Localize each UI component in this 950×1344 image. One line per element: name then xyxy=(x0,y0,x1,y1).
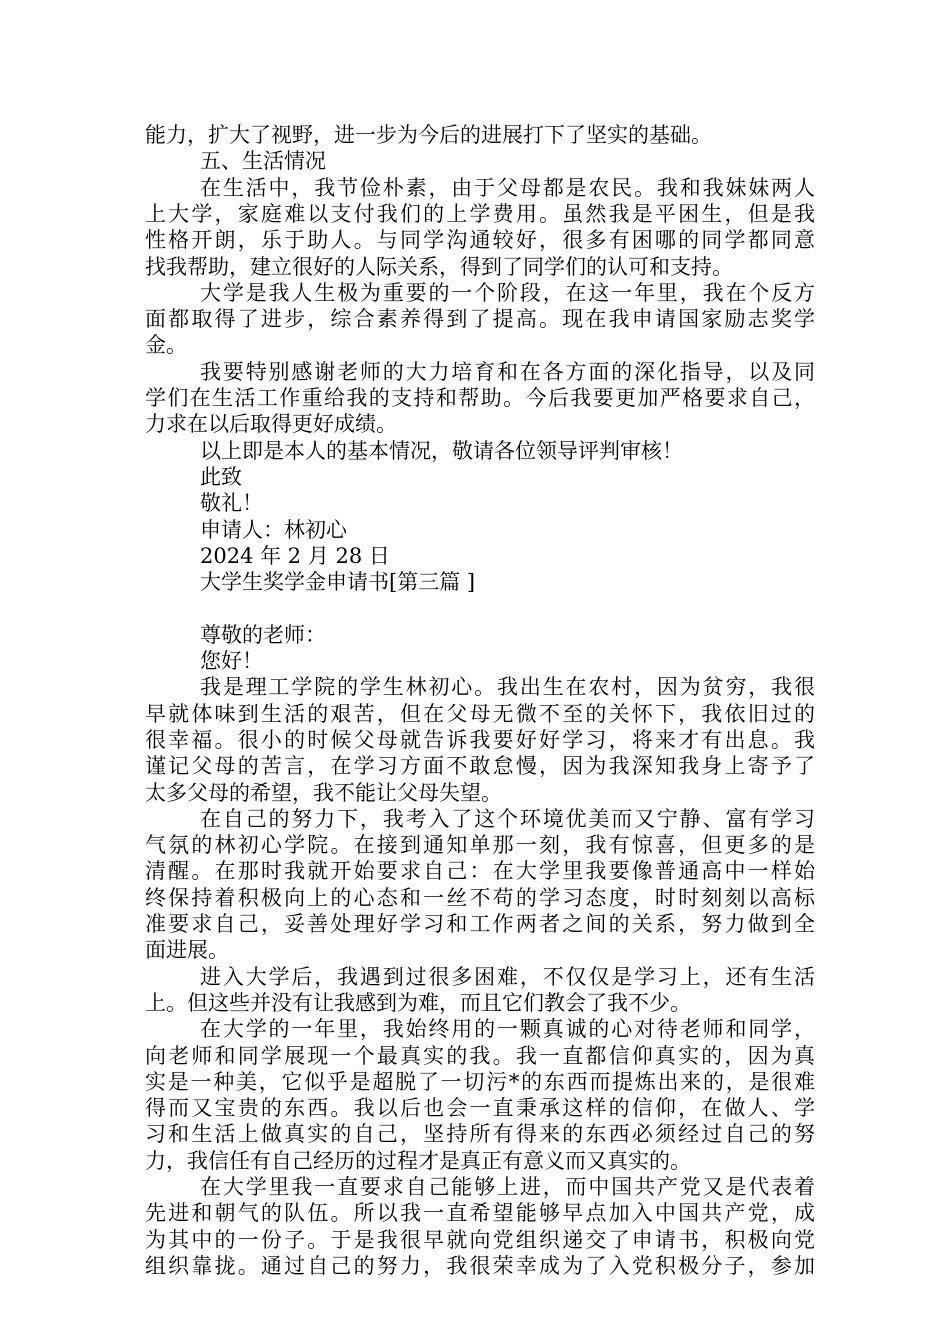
text-line: 终保持着积极向上的心态和一丝不苟的学习态度，时时刻刻以高标 xyxy=(145,885,815,910)
text-line: 早就体味到生活的艰苦，但在父母无微不至的关怀下，我依旧过的 xyxy=(145,701,815,726)
text-line: 大学生奖学金申请书[第三篇 ] xyxy=(200,570,476,595)
text-line: 面都取得了进步，综合素养得到了提高。现在我申请国家励志奖学 xyxy=(145,307,815,332)
text-line: 谨记父母的苦言，在学习方面不敢怠慢，因为我深知我身上寄予了 xyxy=(145,754,815,779)
text-line: 此致 xyxy=(200,464,242,489)
text-line: 向老师和同学展现一个最真实的我。我一直都信仰真实的，因为真 xyxy=(145,1043,815,1068)
text-line: 进入大学后，我遇到过很多困难，不仅仅是学习上，还有生活 xyxy=(200,964,815,989)
text-line: 以上即是本人的基本情况，敬请各位领导评判审核！ xyxy=(200,438,683,463)
text-line: 我要特别感谢老师的大力培育和在各方面的深化指导，以及同 xyxy=(200,359,815,384)
text-line: 气氛的林初心学院。在接到通知单那一刻，我有惊喜，但更多的是 xyxy=(145,833,815,858)
text-line: 力，我信任有自己经历的过程才是真正有意义而又真实的。 xyxy=(145,1148,691,1173)
text-line: 上。但这些并没有让我感到为难，而且它们教会了我不少。 xyxy=(145,990,691,1015)
text-line: 能力，扩大了视野，进一步为今后的进展打下了坚实的基础。 xyxy=(145,123,712,147)
text-line: 在生活中，我节俭朴素，由于父母都是农民。我和我妹妹两人 xyxy=(200,175,815,200)
text-line: 很幸福。很小的时候父母就告诉我要好好学习，将来才有出息。我 xyxy=(145,727,815,752)
text-line: 尊敬的老师： xyxy=(200,622,326,647)
text-line: 太多父母的希望，我不能让父母失望。 xyxy=(145,780,502,805)
text-line: 力求在以后取得更好成绩。 xyxy=(145,412,397,437)
text-line: 上大学，家庭难以支付我们的上学费用。虽然我是平困生，但是我 xyxy=(145,201,815,226)
text-line: 习和生活上做真实的自己，坚持所有得来的东西必须经过自己的努 xyxy=(145,1122,815,1147)
text-line: 申请人：林初心 xyxy=(200,517,347,542)
text-line: 面进展。 xyxy=(145,938,229,963)
text-line: 2024 年 2 月 28 日 xyxy=(200,543,390,568)
text-line: 敬礼！ xyxy=(200,491,263,516)
text-line: 您好！ xyxy=(200,649,263,673)
text-line: 得而又宝贵的东西。我以后也会一直秉承这样的信仰，在做人、学 xyxy=(145,1096,815,1121)
text-line: 组织靠拢。通过自己的努力，我很荣幸成为了入党积极分子，参加 xyxy=(145,1253,815,1278)
text-line: 我是理工学院的学生林初心。我出生在农村，因为贫穷，我很 xyxy=(200,675,815,700)
text-line: 找我帮助，建立很好的人际关系，得到了同学们的认可和支持。 xyxy=(145,254,733,279)
text-line: 清醒。在那时我就开始要求自己：在大学里我要像普通高中一样始 xyxy=(145,859,815,884)
text-line: 在自己的努力下，我考入了这个环境优美而又宁静、富有学习 xyxy=(200,806,815,831)
text-line: 学们在生活工作重给我的支持和帮助。今后我要更加严格要求自己， xyxy=(145,386,815,410)
text-line: 金。 xyxy=(145,333,187,358)
text-line: 先进和朝气的队伍。所以我一直希望能够早点加入中国共产党，成 xyxy=(145,1201,815,1226)
text-line: 在大学的一年里，我始终用的一颗真诚的心对待老师和同学， xyxy=(200,1017,815,1042)
text-line: 为其中的一份子。于是我很早就向党组织递交了申请书，积极向党 xyxy=(145,1227,815,1252)
text-line: 性格开朗，乐于助人。与同学沟通较好，很多有困哪的同学都同意 xyxy=(145,228,815,253)
text-line: 五、生活情况 xyxy=(200,149,326,174)
text-line: 在大学里我一直要求自己能够上进，而中国共产党又是代表着 xyxy=(200,1175,815,1199)
text-line xyxy=(200,595,815,621)
text-line: 实是一种美，它似乎是超脱了一切污*的东西而提炼出来的，是很难 xyxy=(145,1069,815,1094)
text-line: 准要求自己，妥善处理好学习和工作两者之间的关系，努力做到全 xyxy=(145,912,815,936)
text-line: 大学是我人生极为重要的一个阶段，在这一年里，我在个反方 xyxy=(200,280,815,305)
